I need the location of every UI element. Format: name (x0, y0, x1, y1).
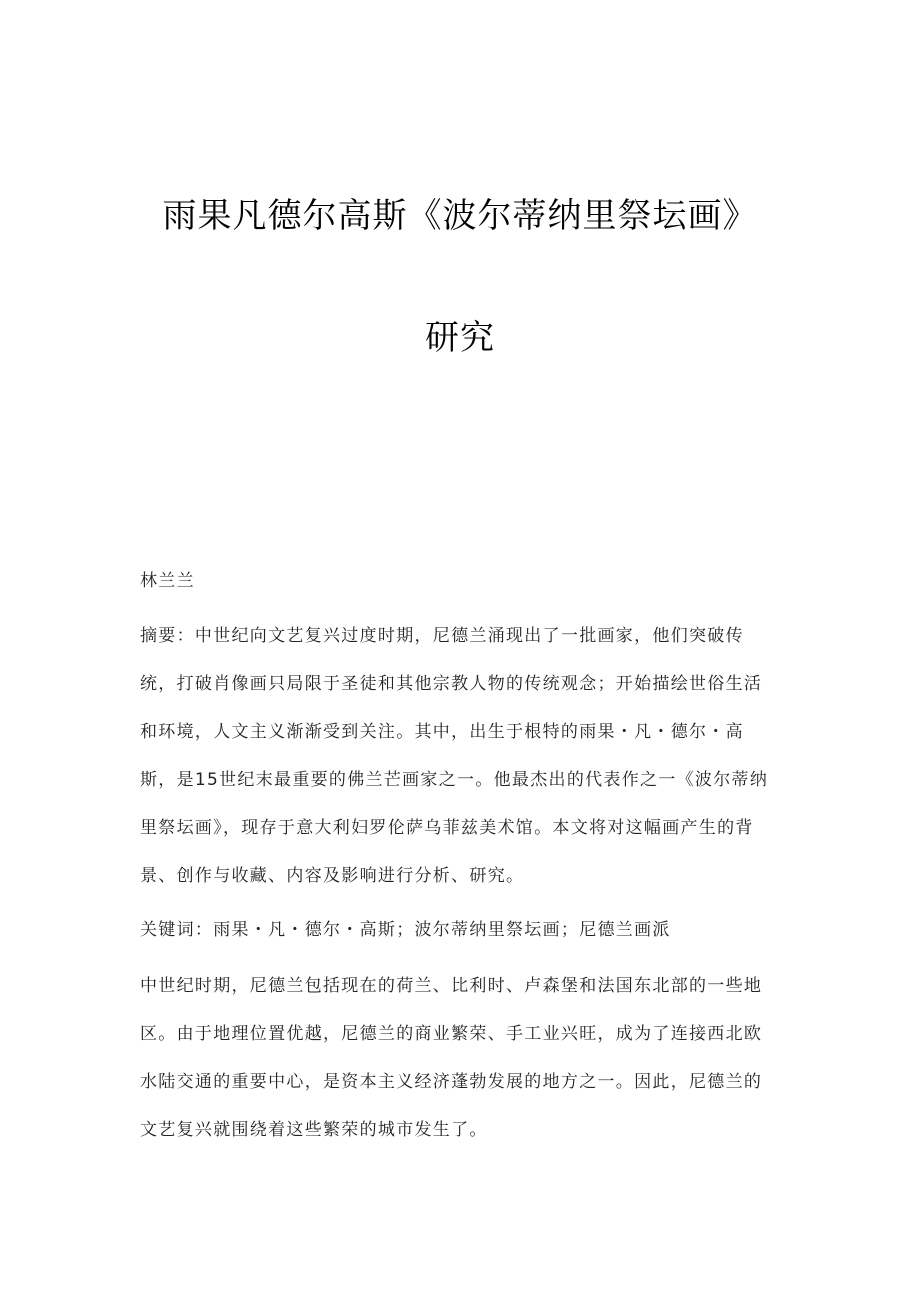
abstract-line: 和环境，人文主义渐渐受到关注。其中，出生于根特的雨果・凡・德尔・高 (140, 722, 744, 742)
body-paragraph-line: 文艺复兴就围绕着这些繁荣的城市发生了。 (140, 1120, 488, 1140)
abstract-line: 斯，是15世纪末最重要的佛兰芒画家之一。他最杰出的代表作之一《波尔蒂纳 (140, 770, 769, 790)
body-paragraph-line: 水陆交通的重要中心，是资本主义经济蓬勃发展的地方之一。因此，尼德兰的 (140, 1072, 763, 1092)
body-paragraph-line: 区。由于地理位置优越，尼德兰的商业繁荣、手工业兴旺，成为了连接西北欧 (140, 1024, 763, 1044)
document-title-line-1: 雨果凡德尔高斯《波尔蒂纳里祭坛画》 (162, 196, 758, 236)
body-paragraph-line: 中世纪时期，尼德兰包括现在的荷兰、比利时、卢森堡和法国东北部的一些地 (140, 976, 763, 996)
keywords-line: 关键词：雨果・凡・德尔・高斯；波尔蒂纳里祭坛画；尼德兰画派 (140, 920, 671, 940)
abstract-line: 统，打破肖像画只局限于圣徒和其他宗教人物的传统观念；开始描绘世俗生活 (140, 674, 763, 694)
abstract-line: 里祭坛画》，现存于意大利妇罗伦萨乌菲兹美术馆。本文将对这幅画产生的背 (140, 818, 754, 838)
document-title-line-2: 研究 (425, 318, 495, 358)
abstract-line: 摘要：中世纪向文艺复兴过度时期，尼德兰涌现出了一批画家，他们突破传 (140, 626, 744, 646)
abstract-line: 景、创作与收藏、内容及影响进行分析、研究。 (140, 866, 525, 886)
author-name: 林兰兰 (140, 571, 195, 591)
